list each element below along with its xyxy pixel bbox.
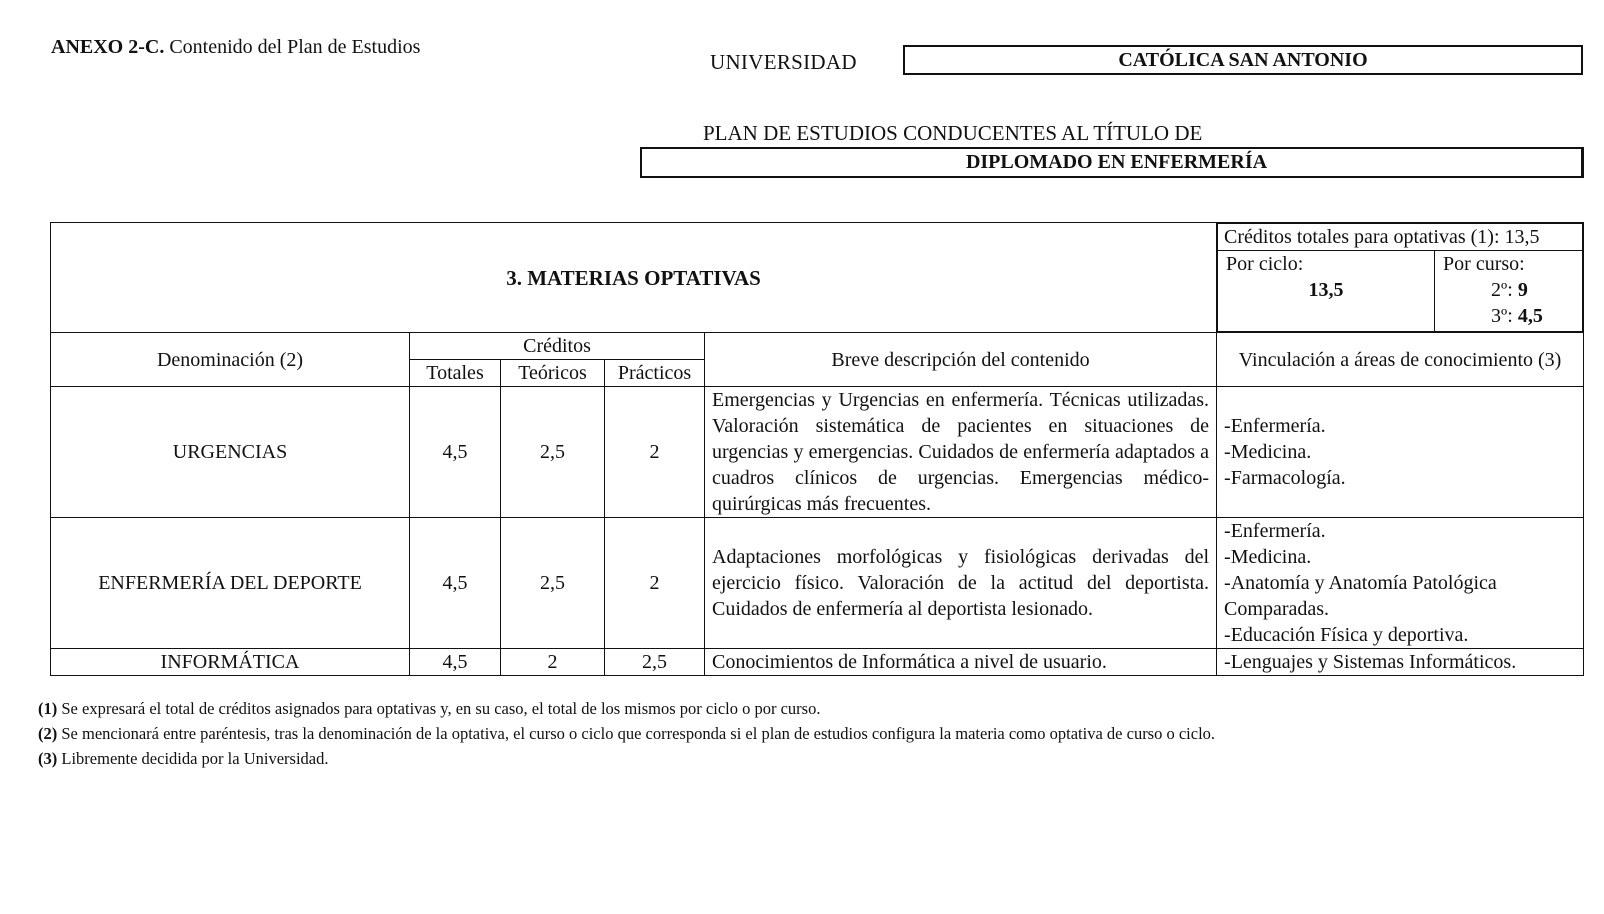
university-label: UNIVERSIDAD xyxy=(710,50,857,74)
credits-totales: 4,5 xyxy=(410,387,501,518)
por-ciclo-value: 13,5 xyxy=(1308,279,1344,301)
university-name-box xyxy=(903,45,1583,75)
footnote-mark: (1) xyxy=(38,699,58,718)
plan-label: PLAN DE ESTUDIOS CONDUCENTES AL TÍTULO DE xyxy=(703,121,1203,145)
knowledge-areas xyxy=(1217,518,1584,649)
col-practicos: Prácticos xyxy=(605,360,705,387)
curso-2-value: 9 xyxy=(1517,279,1528,301)
annex-description: Contenido del Plan de Estudios xyxy=(164,36,421,58)
por-ciclo-label: Por ciclo: xyxy=(1226,253,1304,275)
col-vinculacion: Vinculación a áreas de conocimiento (3) xyxy=(1217,333,1584,387)
area-item: -Lenguajes y Sistemas Informáticos. xyxy=(1224,651,1517,673)
credits-teoricos: 2,5 xyxy=(501,518,605,649)
por-curso-label: Por curso: xyxy=(1443,253,1525,275)
subject-name: INFORMÁTICA xyxy=(51,649,410,676)
area-item: -Enfermería. xyxy=(1224,415,1326,437)
header-row-1 xyxy=(51,333,1584,360)
credits-summary-cell xyxy=(1217,223,1584,333)
credits-summary xyxy=(1217,223,1583,332)
footnote-mark: (3) xyxy=(38,749,58,768)
col-totales: Totales xyxy=(410,360,501,387)
subject-description: Conocimientos de Informática a nivel de usuario. xyxy=(705,649,1217,676)
curso-3-value: 4,5 xyxy=(1517,305,1543,327)
credits-totales: 4,5 xyxy=(410,518,501,649)
col-creditos: Créditos xyxy=(410,333,705,360)
university-name: CATÓLICA SAN ANTONIO xyxy=(1118,48,1368,71)
degree-title-box xyxy=(640,147,1584,178)
section-title: 3. MATERIAS OPTATIVAS xyxy=(51,223,1217,333)
table-row xyxy=(51,387,1584,518)
knowledge-areas xyxy=(1217,649,1584,676)
curso-2-label: 2º: xyxy=(1491,279,1518,301)
col-denominacion: Denominación (2) xyxy=(51,333,410,387)
area-item: -Enfermería. xyxy=(1224,520,1326,542)
curso-3-label: 3º: xyxy=(1491,305,1518,327)
credits-practicos: 2,5 xyxy=(605,649,705,676)
footnote-mark: (2) xyxy=(38,724,58,743)
area-item: -Farmacología. xyxy=(1224,467,1346,489)
footnote-1 xyxy=(38,696,1215,721)
footnote-3 xyxy=(38,746,1215,771)
total-credits-label: Créditos totales para optativas (1): 13,5 xyxy=(1218,224,1583,251)
credits-teoricos: 2,5 xyxy=(501,387,605,518)
table-row xyxy=(51,649,1584,676)
subject-description: Emergencias y Urgencias en enfermería. Técnicas utilizadas. Valoración sistemática de pacientes en situaciones de urgencias y emergencias. Cuidados de enfermería adaptados a cuadros clínicos de urgencias. Emergencias médico-quirúrgicas más frecuentes. xyxy=(705,387,1217,518)
col-teoricos: Teóricos xyxy=(501,360,605,387)
area-item: -Educación Física y deportiva. xyxy=(1224,624,1469,646)
degree-title: DIPLOMADO EN ENFERMERÍA xyxy=(965,151,1268,173)
annex-heading xyxy=(51,36,420,59)
credits-teoricos: 2 xyxy=(501,649,605,676)
annex-code: ANEXO 2-C. xyxy=(51,36,165,58)
credits-practicos: 2 xyxy=(605,387,705,518)
knowledge-areas xyxy=(1217,387,1584,518)
por-ciclo-cell xyxy=(1218,251,1435,332)
subject-name: ENFERMERÍA DEL DEPORTE xyxy=(51,518,410,649)
area-item: -Anatomía y Anatomía Patológica xyxy=(1224,572,1497,594)
footnotes xyxy=(38,696,1215,771)
area-item: Comparadas. xyxy=(1224,598,1330,620)
footnote-text: Se mencionará entre paréntesis, tras la denominación de la optativa, el curso o ciclo que corresponda si el plan de estudios configura la materia como optativa de curso o ciclo. xyxy=(57,724,1216,743)
footnote-2 xyxy=(38,721,1215,746)
col-descripcion: Breve descripción del contenido xyxy=(705,333,1217,387)
table-row xyxy=(51,518,1584,649)
credits-totales: 4,5 xyxy=(410,649,501,676)
area-item: -Medicina. xyxy=(1224,546,1312,568)
subject-name: URGENCIAS xyxy=(51,387,410,518)
curso-3 xyxy=(1443,303,1574,329)
curso-2 xyxy=(1443,277,1574,303)
footnote-text: Se expresará el total de créditos asignados para optativas y, en su caso, el total de los mismos por ciclo o por curso. xyxy=(57,699,821,718)
area-item: -Medicina. xyxy=(1224,441,1312,463)
subject-description: Adaptaciones morfológicas y fisiológicas derivadas del ejercicio físico. Valoración de la actitud del deportista. Cuidados de enfermería al deportista lesionado. xyxy=(705,518,1217,649)
summary-row xyxy=(51,223,1584,333)
credits-practicos: 2 xyxy=(605,518,705,649)
optional-subjects-table xyxy=(50,222,1584,676)
por-curso-cell xyxy=(1435,251,1583,332)
footnote-text: Libremente decidida por la Universidad. xyxy=(57,749,329,768)
